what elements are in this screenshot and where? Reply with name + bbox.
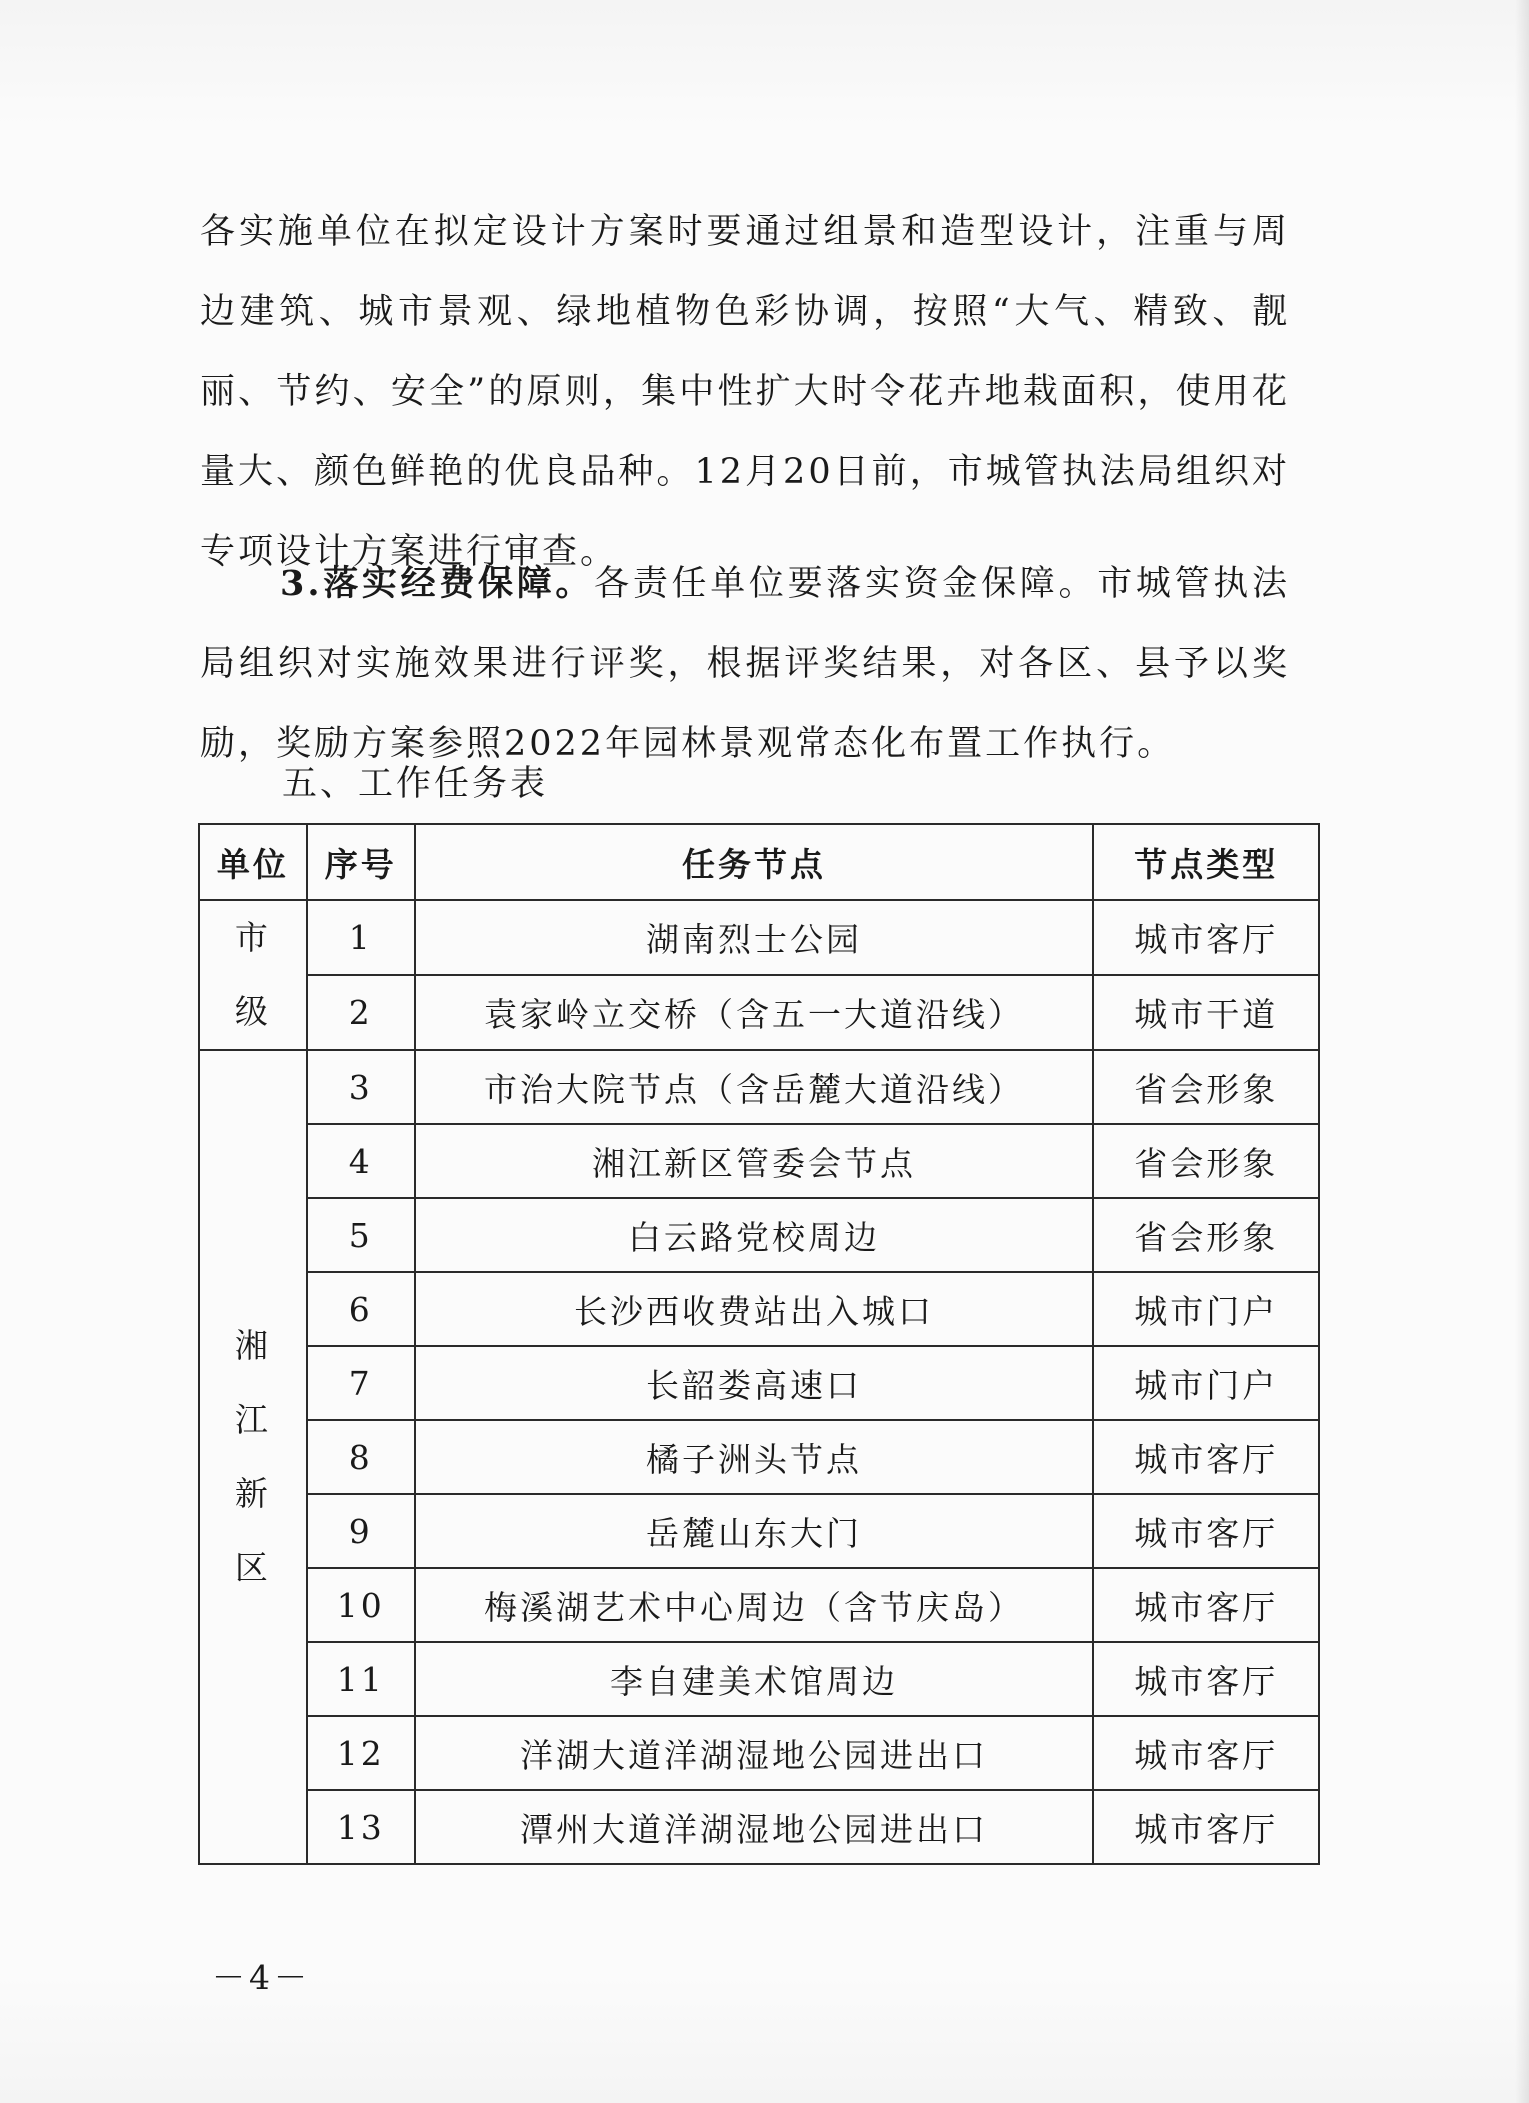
row-type: 城市客厅 <box>1093 900 1319 975</box>
row-type: 城市门户 <box>1093 1272 1319 1346</box>
page-number: －4－ <box>212 1958 311 1997</box>
row-type: 城市客厅 <box>1093 1790 1319 1864</box>
table-row <box>199 1568 1319 1642</box>
paragraph-design-scheme: 各实施单位在拟定设计方案时要通过组景和造型设计，注重与周边建筑、城市景观、绿地植物色彩协调，按照“大气、精致、靓丽、节约、安全”的原则，集中性扩大时令花卉地栽面积，使用花量大、颜色鲜艳的优良品种。12月20日前，市城管执法局组织对专项设计方案进行审查。 <box>200 212 1290 572</box>
row-no: 2 <box>307 975 415 1050</box>
unit-char: 市 <box>234 918 271 957</box>
row-no: 3 <box>307 1050 415 1124</box>
row-task: 湖南烈士公园 <box>415 900 1094 975</box>
row-type: 城市客厅 <box>1093 1420 1319 1494</box>
paragraph-funding-lead: 3.落实经费保障。 <box>280 563 595 604</box>
table-header-row <box>199 824 1319 900</box>
row-type: 城市客厅 <box>1093 1568 1319 1642</box>
row-type: 省会形象 <box>1093 1050 1319 1124</box>
row-task: 长韶娄高速口 <box>415 1346 1094 1420</box>
table-row <box>199 1420 1319 1494</box>
table-row <box>199 1050 1319 1124</box>
row-no: 4 <box>307 1124 415 1198</box>
row-type: 城市客厅 <box>1093 1642 1319 1716</box>
header-unit: 单位 <box>199 824 307 900</box>
unit-char: 湘 <box>234 1326 271 1365</box>
row-task: 白云路党校周边 <box>415 1198 1094 1272</box>
paragraph-funding <box>200 544 1290 784</box>
table-row <box>199 1198 1319 1272</box>
row-type: 城市门户 <box>1093 1346 1319 1420</box>
table-row <box>199 1642 1319 1716</box>
row-no: 5 <box>307 1198 415 1272</box>
row-no: 13 <box>307 1790 415 1864</box>
table-row <box>199 975 1319 1050</box>
row-no: 9 <box>307 1494 415 1568</box>
paragraph-funding-text: 各责任单位要落实资金保障。市城管执法局组织对实施效果进行评奖，根据评奖结果，对各区、县予以奖励，奖励方案参照2022年园林景观常态化布置工作执行。 <box>200 564 1290 764</box>
row-no: 1 <box>307 900 415 975</box>
row-task: 湘江新区管委会节点 <box>415 1124 1094 1198</box>
unit-char: 江 <box>234 1400 271 1439</box>
page-edge-shadow <box>1515 0 1529 2103</box>
row-no: 10 <box>307 1568 415 1642</box>
header-type: 节点类型 <box>1093 824 1319 900</box>
unit-char: 新 <box>234 1474 271 1513</box>
table-row <box>199 1124 1319 1198</box>
row-task: 市治大院节点（含岳麓大道沿线） <box>415 1050 1094 1124</box>
task-table <box>198 823 1320 1865</box>
unit-char: 区 <box>234 1548 271 1587</box>
header-task: 任务节点 <box>415 824 1094 900</box>
row-type: 城市干道 <box>1093 975 1319 1050</box>
row-no: 11 <box>307 1642 415 1716</box>
table-row <box>199 1790 1319 1864</box>
unit-cell-xiangjiang-new-district <box>199 1050 307 1864</box>
row-task: 梅溪湖艺术中心周边（含节庆岛） <box>415 1568 1094 1642</box>
row-type: 省会形象 <box>1093 1124 1319 1198</box>
unit-char: 级 <box>234 992 271 1031</box>
table-row <box>199 1494 1319 1568</box>
row-task: 长沙西收费站出入城口 <box>415 1272 1094 1346</box>
table-row <box>199 1716 1319 1790</box>
table-row <box>199 1272 1319 1346</box>
row-task: 洋湖大道洋湖湿地公园进出口 <box>415 1716 1094 1790</box>
table-row <box>199 1346 1319 1420</box>
table-row <box>199 900 1319 975</box>
row-no: 6 <box>307 1272 415 1346</box>
unit-cell-city-level <box>199 900 307 1050</box>
row-type: 城市客厅 <box>1093 1494 1319 1568</box>
row-no: 8 <box>307 1420 415 1494</box>
row-task: 潭州大道洋湖湿地公园进出口 <box>415 1790 1094 1864</box>
row-task: 岳麓山东大门 <box>415 1494 1094 1568</box>
header-no: 序号 <box>307 824 415 900</box>
row-type: 城市客厅 <box>1093 1716 1319 1790</box>
section-title-task-table: 五、工作任务表 <box>282 764 549 804</box>
row-type: 省会形象 <box>1093 1198 1319 1272</box>
row-task: 橘子洲头节点 <box>415 1420 1094 1494</box>
row-task: 袁家岭立交桥（含五一大道沿线） <box>415 975 1094 1050</box>
row-task: 李自建美术馆周边 <box>415 1642 1094 1716</box>
row-no: 7 <box>307 1346 415 1420</box>
row-no: 12 <box>307 1716 415 1790</box>
